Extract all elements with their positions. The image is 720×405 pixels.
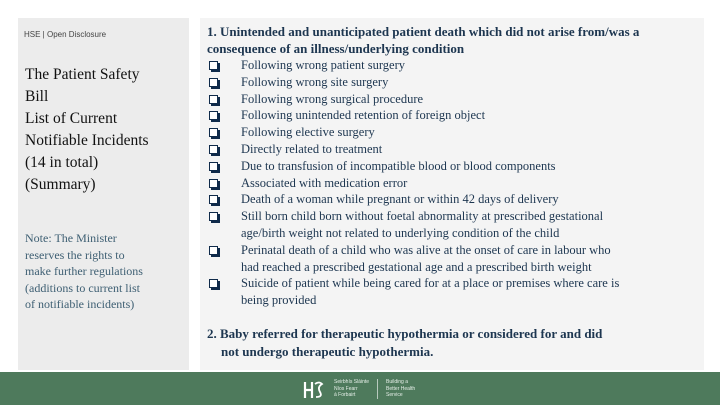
logo-line: Seirbhís Sláinte xyxy=(334,379,370,386)
incident-list-item xyxy=(200,191,704,208)
checkbox-bullet-icon xyxy=(209,279,218,288)
incident-text-line: Still born child born without foetal abnormality at prescribed gestational xyxy=(241,209,604,224)
note-line: of notifiable incidents) xyxy=(25,297,135,312)
incident-text-line: Directly related to treatment xyxy=(241,141,383,156)
title-line: Notifiable Incidents xyxy=(25,132,149,149)
sidebar-panel xyxy=(18,18,189,370)
title-line: The Patient Safety xyxy=(25,66,140,83)
incident-text xyxy=(241,107,669,124)
incident-text xyxy=(241,158,669,175)
note-line: (additions to current list xyxy=(25,280,140,295)
incident-list-item xyxy=(200,57,704,74)
heading-line: consequence of an illness/underlying condition xyxy=(207,40,465,56)
incident-text xyxy=(241,141,669,158)
checkbox-bullet-icon xyxy=(209,212,218,221)
incident-list-item xyxy=(200,74,704,91)
heading-line: 2. Baby referred for therapeutic hypothermia or considered for and did xyxy=(207,326,603,341)
checkbox-bullet-icon xyxy=(209,78,218,87)
section-1-heading xyxy=(207,24,697,57)
incident-text-line: Following elective surgery xyxy=(241,125,375,140)
incident-text xyxy=(241,208,669,242)
incident-text-line: Suicide of patient while being cared for at a place or premises where care is xyxy=(241,276,620,291)
logo-line: Better Health xyxy=(386,385,416,392)
hse-logo xyxy=(302,378,415,400)
title-line: Bill xyxy=(25,88,49,105)
checkbox-bullet-icon xyxy=(209,61,218,70)
incident-text-line: being provided xyxy=(241,293,317,308)
logo-line: Service xyxy=(386,392,403,399)
incident-text-line: Due to transfusion of incompatible blood or blood components xyxy=(241,158,556,173)
incident-text-line: age/birth weight not related to underlying condition of the child xyxy=(241,225,560,240)
checkbox-bullet-icon xyxy=(209,95,218,104)
header-label: HSE | Open Disclosure xyxy=(24,30,107,39)
incident-list-item xyxy=(200,107,704,124)
heading-line: 1. Unintended and unanticipated patient death which did not arise from/was a xyxy=(207,24,640,39)
checkbox-bullet-icon xyxy=(209,128,218,137)
incident-list-item xyxy=(200,141,704,158)
title-line: (Summary) xyxy=(25,176,96,193)
checkbox-bullet-icon xyxy=(209,111,218,120)
logo-line: Níos Fearr xyxy=(334,385,358,392)
section-2-heading xyxy=(207,325,667,361)
incident-text xyxy=(241,175,669,192)
incident-text xyxy=(241,275,669,309)
checkbox-bullet-icon xyxy=(209,246,218,255)
incident-list-item xyxy=(200,275,704,309)
slide-title xyxy=(25,64,185,196)
logo-text-irish xyxy=(334,379,378,399)
incident-text-line: Following wrong surgical procedure xyxy=(241,91,424,106)
logo-line: á Forbairt xyxy=(334,392,356,399)
incident-text xyxy=(241,242,669,276)
note-line: reserves the rights to xyxy=(25,247,125,262)
incident-text xyxy=(241,74,669,91)
note-line: make further regulations xyxy=(25,264,143,279)
incident-text-line: Following unintended retention of foreign object xyxy=(241,108,486,123)
incident-text xyxy=(241,191,669,208)
checkbox-bullet-icon xyxy=(209,195,218,204)
incident-list-item xyxy=(200,242,704,276)
incident-text-line: had reached a prescribed gestational age and a prescribed birth weight xyxy=(241,259,592,274)
heading-line: not undergo therapeutic hypothermia. xyxy=(221,344,434,359)
checkbox-bullet-icon xyxy=(209,145,218,154)
incident-text xyxy=(241,91,669,108)
incident-text-line: Associated with medication error xyxy=(241,175,408,190)
logo-text-english xyxy=(386,379,415,399)
incident-list-item xyxy=(200,175,704,192)
incident-list xyxy=(200,57,704,309)
incident-list-item xyxy=(200,91,704,108)
checkbox-bullet-icon xyxy=(209,162,218,171)
incident-text xyxy=(241,124,669,141)
hse-logo-icon xyxy=(302,378,326,400)
checkbox-bullet-icon xyxy=(209,179,218,188)
note-line: Note: The Minister xyxy=(25,231,117,245)
incident-text-line: Following wrong patient surgery xyxy=(241,58,405,72)
incident-text xyxy=(241,57,669,74)
incident-list-item xyxy=(200,158,704,175)
title-line: List of Current xyxy=(25,110,118,127)
logo-line: Building a xyxy=(386,379,408,386)
footer-bar xyxy=(0,372,720,405)
note-text xyxy=(25,230,185,313)
incident-text-line: Perinatal death of a child who was alive at the onset of care in labour who xyxy=(241,242,611,257)
incident-text-line: Death of a woman while pregnant or within 42 days of delivery xyxy=(241,192,559,207)
content-panel xyxy=(200,18,704,370)
title-line: (14 in total) xyxy=(25,154,99,171)
incident-text-line: Following wrong site surgery xyxy=(241,74,389,89)
incident-list-item xyxy=(200,124,704,141)
incident-list-item xyxy=(200,208,704,242)
